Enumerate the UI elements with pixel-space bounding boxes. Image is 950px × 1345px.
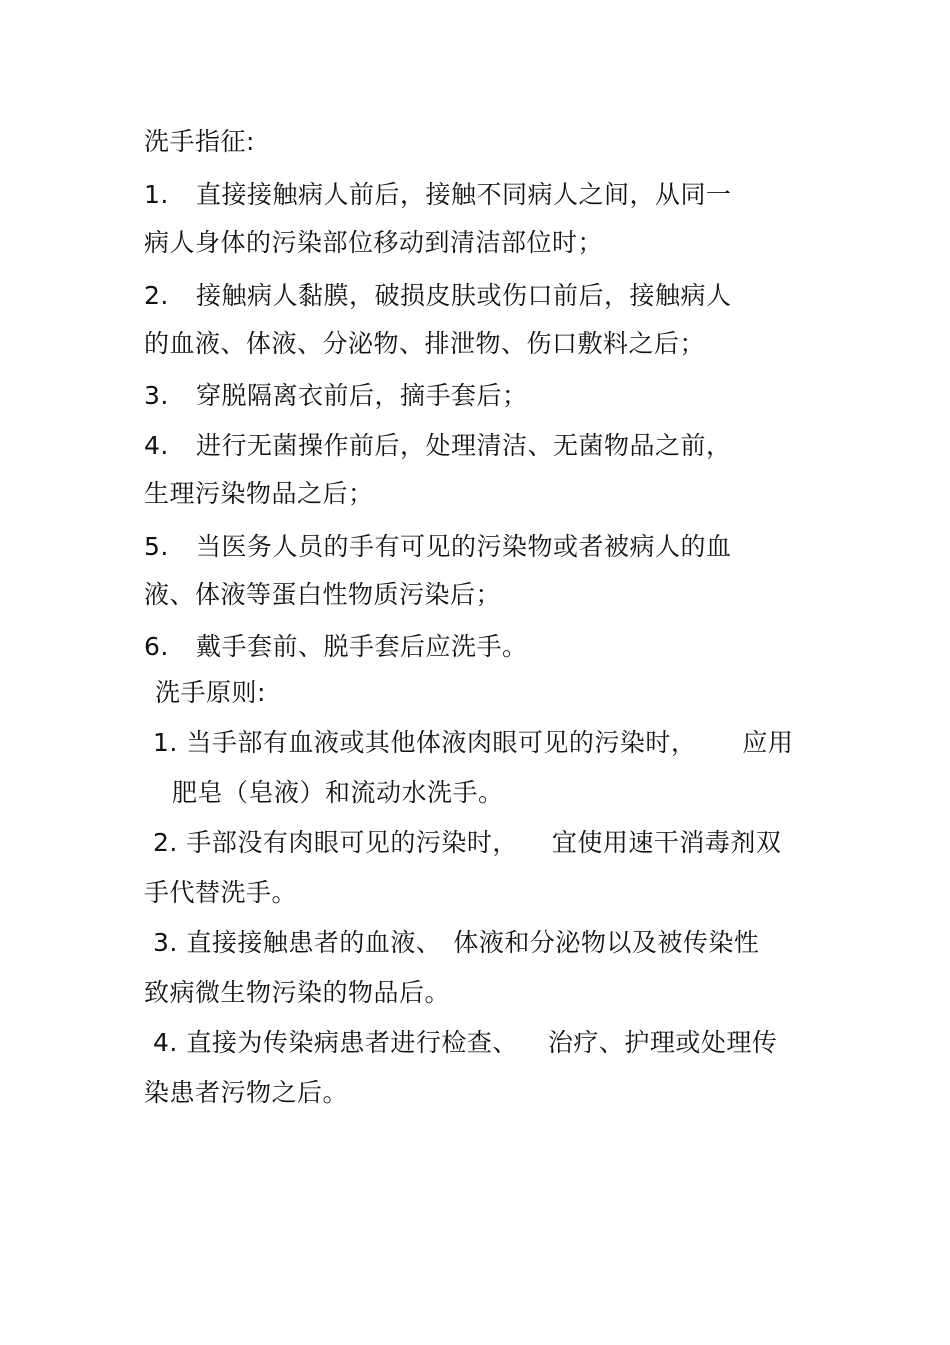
- indication-item-5-line2: 液、体液等蛋白性物质污染后；: [144, 580, 502, 609]
- indication-item-3-number: 3.: [144, 381, 169, 410]
- indication-item-3-line1: [144, 381, 528, 411]
- indication-item-4-line1: [144, 431, 732, 461]
- indication-item-1-line1: [144, 180, 732, 210]
- indication-item-6-line1: [144, 632, 528, 662]
- principle-item-4-line2: 染患者污物之后。: [144, 1078, 349, 1107]
- principle-item-4-line1: [153, 1028, 777, 1058]
- indication-item-2-text: 接触病人黏膜，破损皮肤或伤口前后，接触病人: [196, 281, 732, 310]
- indication-item-4-number: 4.: [144, 431, 169, 460]
- indications-title: 洗手指征:: [144, 127, 255, 156]
- indication-item-5-number: 5.: [144, 532, 169, 561]
- indication-item-2-number: 2.: [144, 281, 169, 310]
- principle-item-4-text-b: 治疗、护理或处理传: [547, 1028, 778, 1057]
- principle-item-2-line1: [153, 828, 781, 858]
- principles-title: 洗手原则:: [155, 678, 266, 707]
- indication-item-4-line2: 生理污染物品之后；: [144, 479, 374, 508]
- principle-item-4-text-a: 直接为传染病患者进行检查、: [186, 1028, 518, 1057]
- principle-item-3-line1: [153, 928, 759, 958]
- principle-item-3-text-a: 直接接触患者的血液、: [186, 928, 442, 957]
- principle-item-3-text-b: 体液和分泌物以及被传染性: [453, 928, 760, 957]
- principle-item-2-text-a: 手部没有肉眼可见的污染时，: [186, 828, 518, 857]
- indication-item-2-line1: [144, 281, 732, 311]
- principle-item-1-text-a: 当手部有血液或其他体液肉眼可见的污染时，: [186, 728, 697, 757]
- principle-item-2-number: 2.: [153, 828, 178, 857]
- indication-item-1-line2: 病人身体的污染部位移动到清洁部位时；: [144, 228, 604, 257]
- indication-item-3-text: 穿脱隔离衣前后，摘手套后；: [196, 381, 528, 410]
- indication-item-1-text: 直接接触病人前后，接触不同病人之间，从同一: [196, 180, 732, 209]
- indication-item-5-text: 当医务人员的手有可见的污染物或者被病人的血: [196, 532, 732, 561]
- principle-item-2-text-b: 宜使用速干消毒剂双: [551, 828, 782, 857]
- principle-item-1-line1: [153, 728, 793, 758]
- principle-item-1-number: 1.: [153, 728, 178, 757]
- principle-item-1-text-b: 应用: [742, 728, 794, 757]
- indication-item-4-text: 进行无菌操作前后，处理清洁、无菌物品之前，: [196, 431, 732, 460]
- indication-item-2-line2: 的血液、体液、分泌物、排泄物、伤口敷料之后；: [144, 329, 706, 358]
- principle-item-2-line2: 手代替洗手。: [144, 878, 298, 907]
- principle-item-4-number: 4.: [153, 1028, 178, 1057]
- indication-item-1-number: 1.: [144, 180, 169, 209]
- indication-item-6-number: 6.: [144, 632, 169, 661]
- principle-item-3-line2: 致病微生物污染的物品后。: [144, 978, 451, 1007]
- indication-item-5-line1: [144, 532, 732, 562]
- principle-item-1-line2: 肥皂（皂液）和流动水洗手。: [172, 778, 504, 807]
- indication-item-6-text: 戴手套前、脱手套后应洗手。: [196, 632, 528, 661]
- principle-item-3-number: 3.: [153, 928, 178, 957]
